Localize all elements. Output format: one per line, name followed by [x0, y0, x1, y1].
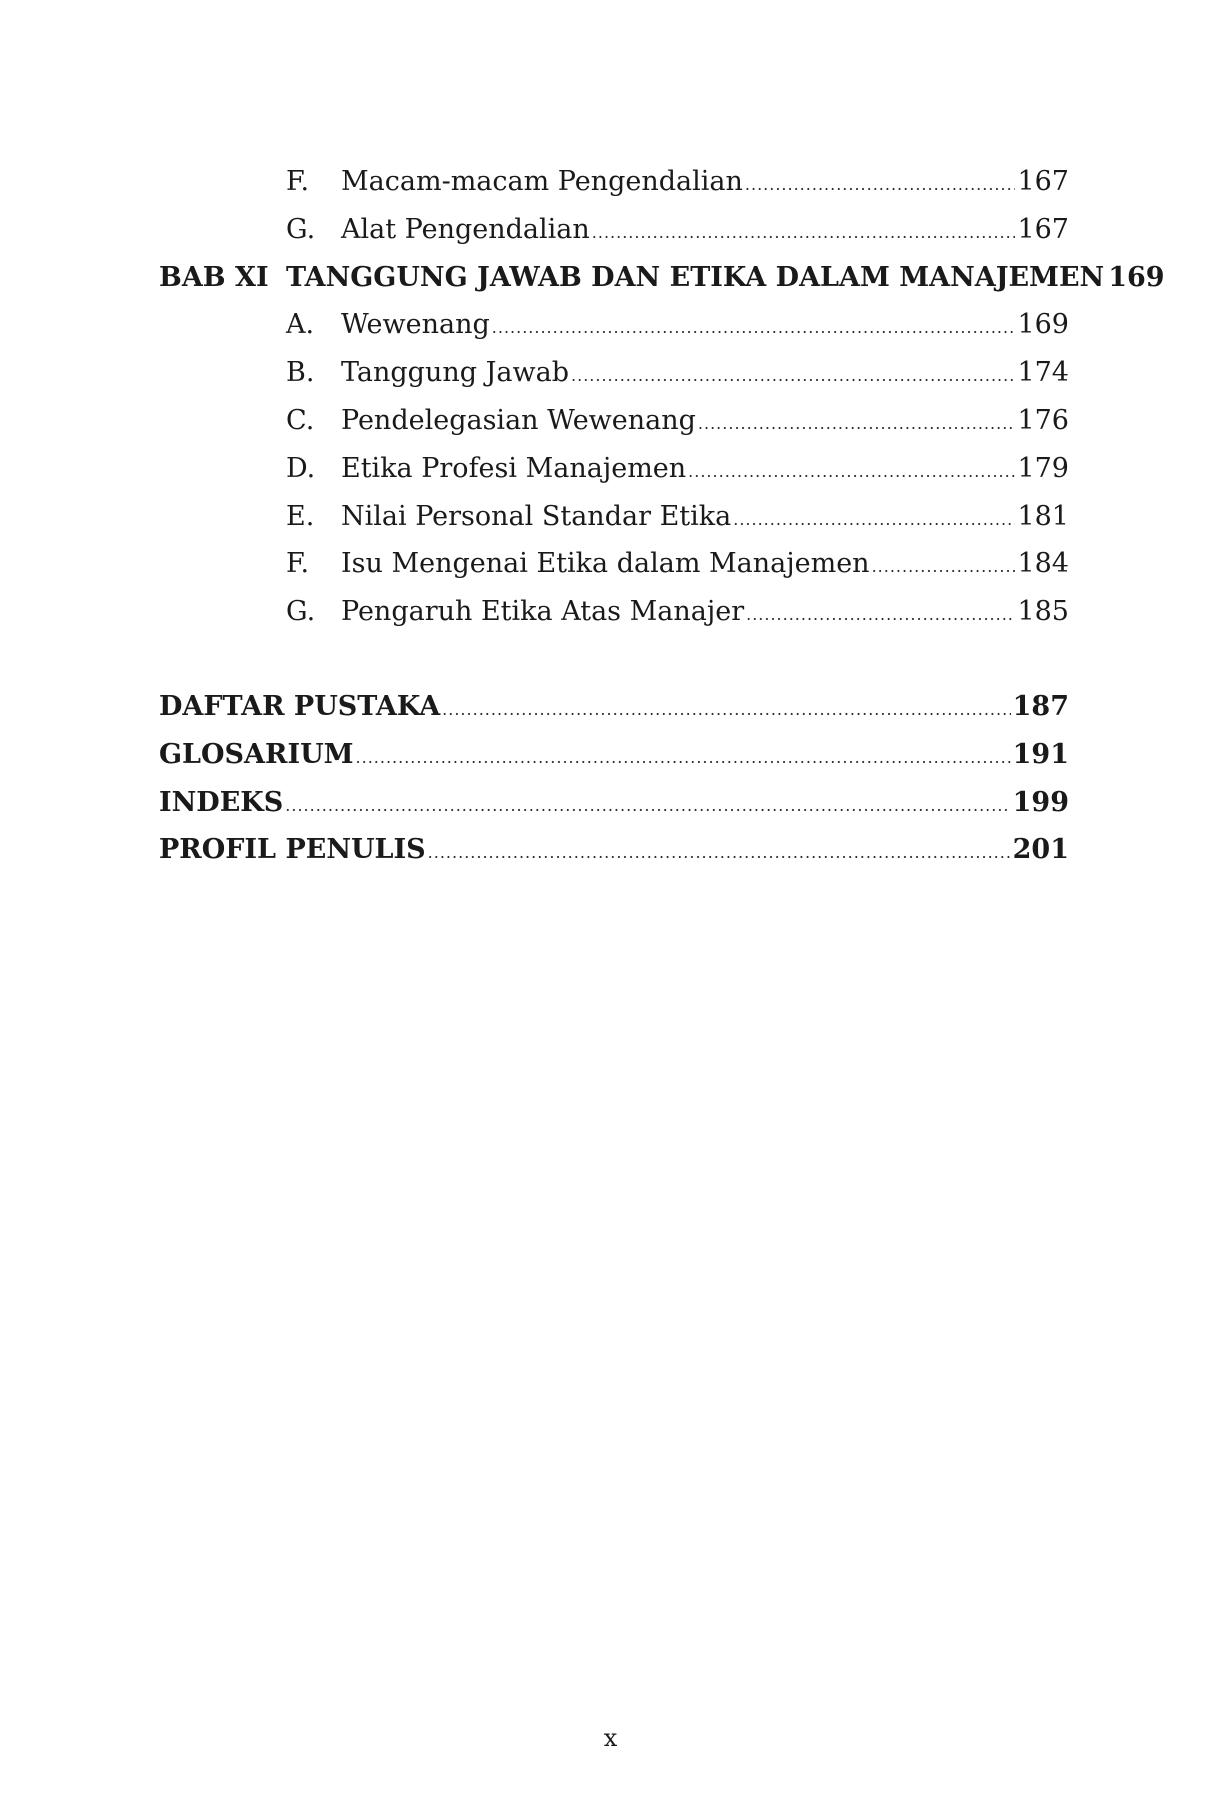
- toc-item[interactable]: [159, 206, 1069, 254]
- item-page: 185: [1017, 596, 1069, 628]
- toc-item[interactable]: [159, 397, 1069, 445]
- item-title: Alat Pengendalian: [341, 213, 590, 245]
- item-letter: G.: [286, 213, 316, 245]
- item-page: 179: [1017, 452, 1069, 484]
- item-title: Wewenang: [341, 309, 490, 341]
- dot-leader: [872, 543, 1016, 591]
- item-title: Nilai Personal Standar Etika: [341, 500, 732, 532]
- toc-item[interactable]: [159, 588, 1069, 636]
- dot-leader: [442, 686, 1010, 734]
- item-title: Isu Mengenai Etika dalam Manajemen: [341, 548, 870, 580]
- item-title: Pendelegasian Wewenang: [341, 404, 696, 436]
- toc-item[interactable]: [159, 445, 1069, 493]
- item-letter: D.: [286, 452, 316, 484]
- back-matter-page: 187: [1012, 690, 1069, 722]
- item-letter: F.: [286, 166, 310, 197]
- back-matter-title: DAFTAR PUSTAKA: [159, 690, 441, 722]
- item-page: 167: [1017, 213, 1069, 245]
- back-matter-title: INDEKS: [159, 786, 284, 818]
- back-matter-title: PROFIL PENULIS: [159, 834, 426, 866]
- back-matter-title: GLOSARIUM: [159, 738, 354, 770]
- toc-back-matter-item[interactable]: [159, 683, 1069, 731]
- dot-leader: [285, 782, 1010, 830]
- dot-leader: [592, 209, 1016, 257]
- dot-leader: [733, 496, 1015, 544]
- item-letter: A.: [286, 309, 315, 341]
- toc-back-matter-item[interactable]: [159, 779, 1069, 827]
- dot-leader: [428, 829, 1011, 877]
- item-page: 176: [1017, 404, 1069, 436]
- item-letter: E.: [286, 500, 315, 532]
- toc-item[interactable]: [159, 349, 1069, 397]
- toc-item[interactable]: [159, 301, 1069, 349]
- item-page: 169: [1017, 309, 1069, 341]
- dot-leader: [571, 352, 1015, 400]
- chapter-label: BAB XI: [159, 261, 269, 293]
- item-letter: F.: [286, 548, 310, 580]
- dot-leader: [745, 161, 1016, 209]
- item-title: Pengaruh Etika Atas Manajer: [341, 596, 745, 628]
- toc-back-matter-item[interactable]: [159, 826, 1069, 874]
- toc-back-matter-item[interactable]: [159, 731, 1069, 779]
- dot-leader: [746, 591, 1015, 639]
- back-matter-page: 199: [1012, 786, 1069, 818]
- item-page: 174: [1017, 357, 1069, 389]
- section-gap: [159, 636, 1069, 683]
- toc-item[interactable]: [159, 493, 1069, 541]
- item-page: 181: [1017, 500, 1069, 532]
- toc-chapter-heading[interactable]: [159, 254, 1165, 302]
- dot-leader: [492, 304, 1016, 352]
- dot-leader: [356, 734, 1011, 782]
- item-letter: C.: [286, 404, 315, 436]
- page-number: x: [603, 1724, 618, 1752]
- chapter-page: 169: [1108, 261, 1165, 293]
- back-matter-page: 201: [1012, 834, 1069, 866]
- item-title: Tanggung Jawab: [341, 357, 570, 389]
- toc-item[interactable]: [159, 158, 1069, 206]
- toc-item[interactable]: [159, 540, 1069, 588]
- item-title: Macam-macam Pengendalian: [341, 166, 743, 197]
- back-matter-page: 191: [1012, 738, 1069, 770]
- dot-leader: [698, 400, 1016, 448]
- item-title: Etika Profesi Manajemen: [341, 452, 687, 484]
- item-letter: B.: [286, 357, 315, 389]
- item-page: 184: [1017, 548, 1069, 580]
- table-of-contents: [159, 158, 1165, 874]
- item-page: 167: [1017, 166, 1069, 197]
- dot-leader: [688, 448, 1015, 496]
- item-letter: G.: [286, 596, 316, 628]
- chapter-title: TANGGUNG JAWAB DAN ETIKA DALAM MANAJEMEN: [286, 261, 1105, 293]
